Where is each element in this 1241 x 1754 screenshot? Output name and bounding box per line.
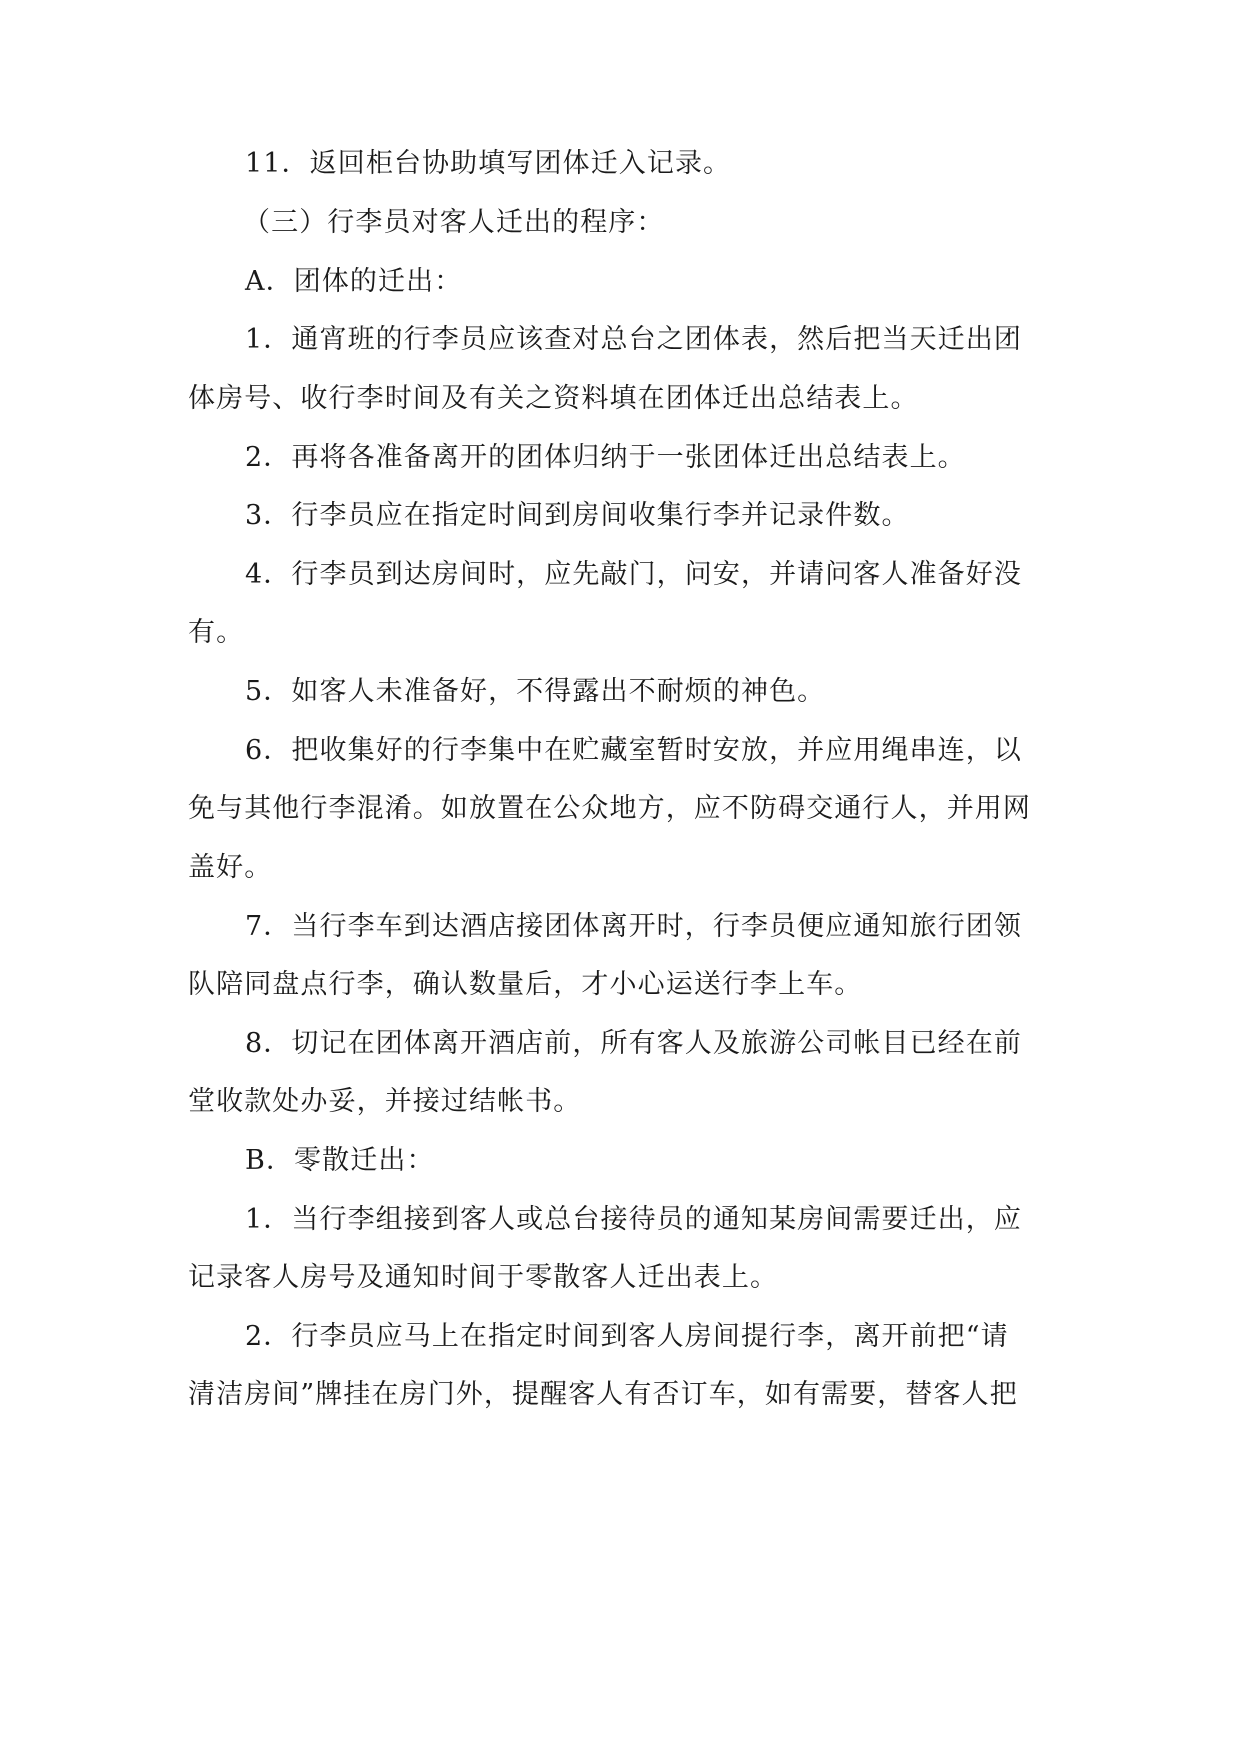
text-line: 堂收款处办妥，并接过结帐书。 (188, 1086, 582, 1117)
text-line: 免与其他行李混淆。如放置在公众地方，应不防碍交通行人，并用网 (188, 793, 1031, 824)
text-line: 记录客人房号及通知时间于零散客人迁出表上。 (188, 1262, 779, 1293)
subsection-heading: A．团体的迁出： (245, 266, 463, 297)
section-heading: （三）行李员对客人迁出的程序： (243, 207, 665, 238)
text-line: 盖好。 (188, 852, 273, 883)
text-line: 4．行李员到达房间时，应先敲门，问安，并请问客人准备好没 (245, 559, 1022, 590)
text-line: 清洁房间”牌挂在房门外，提醒客人有否订车，如有需要，替客人把 (188, 1379, 1018, 1410)
text-line: 1．当行李组接到客人或总台接待员的通知某房间需要迁出，应 (245, 1204, 1022, 1235)
subsection-heading: B．零散迁出： (245, 1145, 435, 1176)
text-line: 5．如客人未准备好，不得露出不耐烦的神色。 (245, 676, 826, 707)
text-line: 2．再将各准备离开的团体归纳于一张团体迁出总结表上。 (245, 442, 966, 473)
text-line: 11．返回柜台协助填写团体迁入记录。 (245, 148, 732, 179)
text-line: 2．行李员应马上在指定时间到客人房间提行李，离开前把“请 (245, 1321, 1009, 1352)
text-line: 队陪同盘点行李，确认数量后，才小心运送行李上车。 (188, 969, 863, 1000)
text-line: 体房号、收行李时间及有关之资料填在团体迁出总结表上。 (188, 383, 919, 414)
text-line: 8．切记在团体离开酒店前，所有客人及旅游公司帐目已经在前 (245, 1028, 1022, 1059)
text-line: 3．行李员应在指定时间到房间收集行李并记录件数。 (245, 500, 910, 531)
text-line: 1．通宵班的行李员应该查对总台之团体表，然后把当天迁出团 (245, 324, 1022, 355)
text-line: 6．把收集好的行李集中在贮藏室暂时安放，并应用绳串连，以 (245, 735, 1022, 766)
text-line: 有。 (188, 617, 245, 648)
text-line: 7．当行李车到达酒店接团体离开时，行李员便应通知旅行团领 (245, 911, 1022, 942)
